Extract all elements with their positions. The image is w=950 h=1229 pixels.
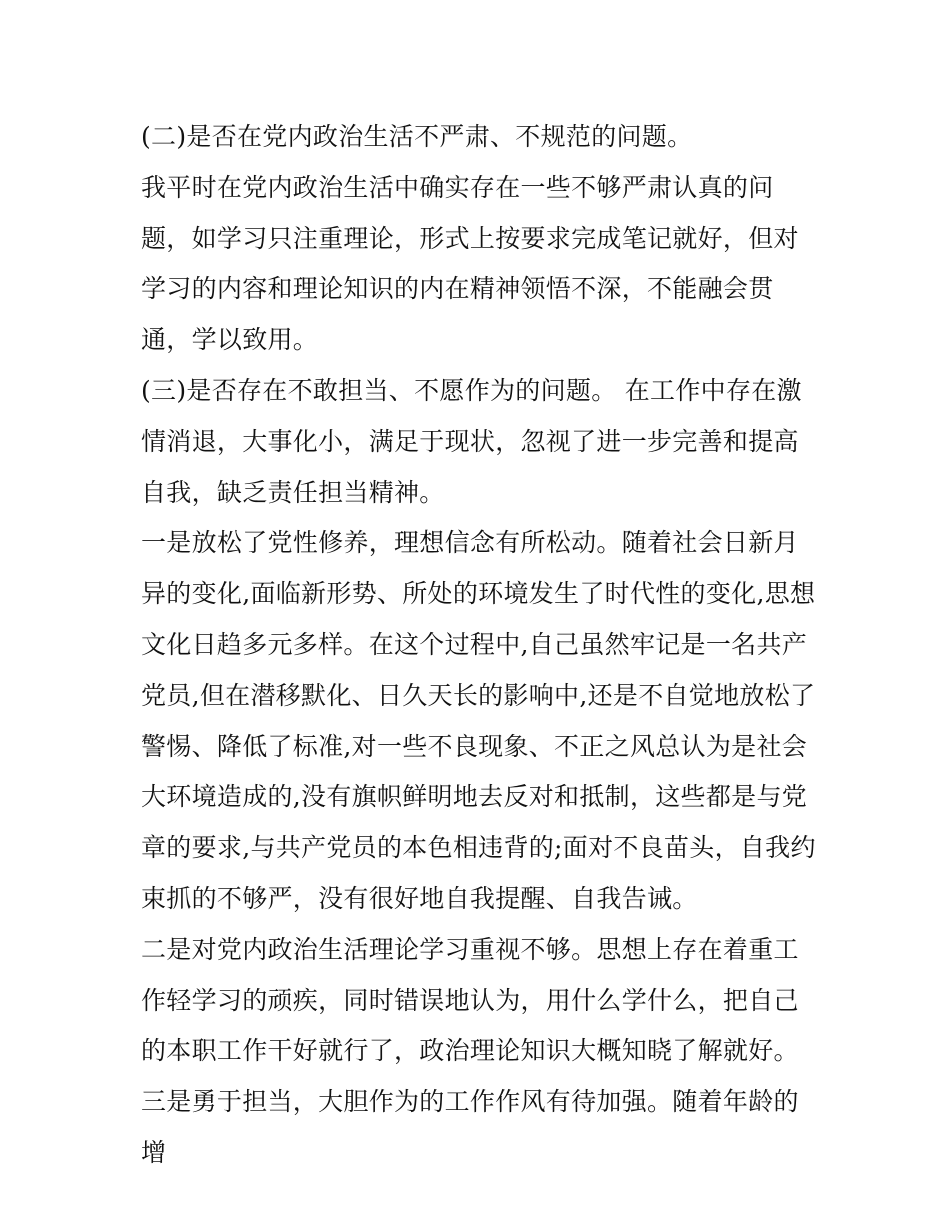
paragraph-heading-2: (二)是否在党内政治生活不严肃、不规范的问题。	[141, 122, 693, 151]
document-body	[141, 112, 821, 1179]
paragraph-point-one: 一是放松了党性修养，理想信念有所松动。随着社会日新月异的变化,面临新形势、所处的环境发生了时代性的变化,思想文化日趋多元多样。在这个过程中,自己虽然牢记是一名共产党员,但在潜移默化、日久天长的影响中,还是不自觉地放松了警惕、降低了标准,对一些不良现象、不正之风总认为是社会大环境造成的,没有旗帜鲜明地去反对和抵制，这些都是与党章的要求,与共产党员的本色相违背的;面对不良苗头，自我约束抓的不够严，没有很好地自我提醒、自我告诫。	[141, 528, 816, 913]
paragraph-heading-3: (三)是否存在不敢担当、不愿作为的问题。 在工作中存在激情消退，大事化小，满足于现状，忽视了进一步完善和提高自我，缺乏责任担当精神。	[141, 375, 802, 507]
paragraph-point-two: 二是对党内政治生活理论学习重视不够。思想上存在着重工作轻学习的顽疾，同时错误地认为，用什么学什么，把自己的本职工作干好就行了，政治理论知识大概知晓了解就好。	[141, 934, 799, 1066]
paragraph-point-three: 三是勇于担当，大胆作为的工作作风有待加强。随着年龄的增	[141, 1087, 799, 1167]
paragraph-study-issue: 我平时在党内政治生活中确实存在一些不够严肃认真的问题，如学习只注重理论，形式上按要求完成笔记就好，但对学习的内容和理论知识的内在精神领悟不深，不能融会贯通，学以致用。	[141, 172, 799, 355]
